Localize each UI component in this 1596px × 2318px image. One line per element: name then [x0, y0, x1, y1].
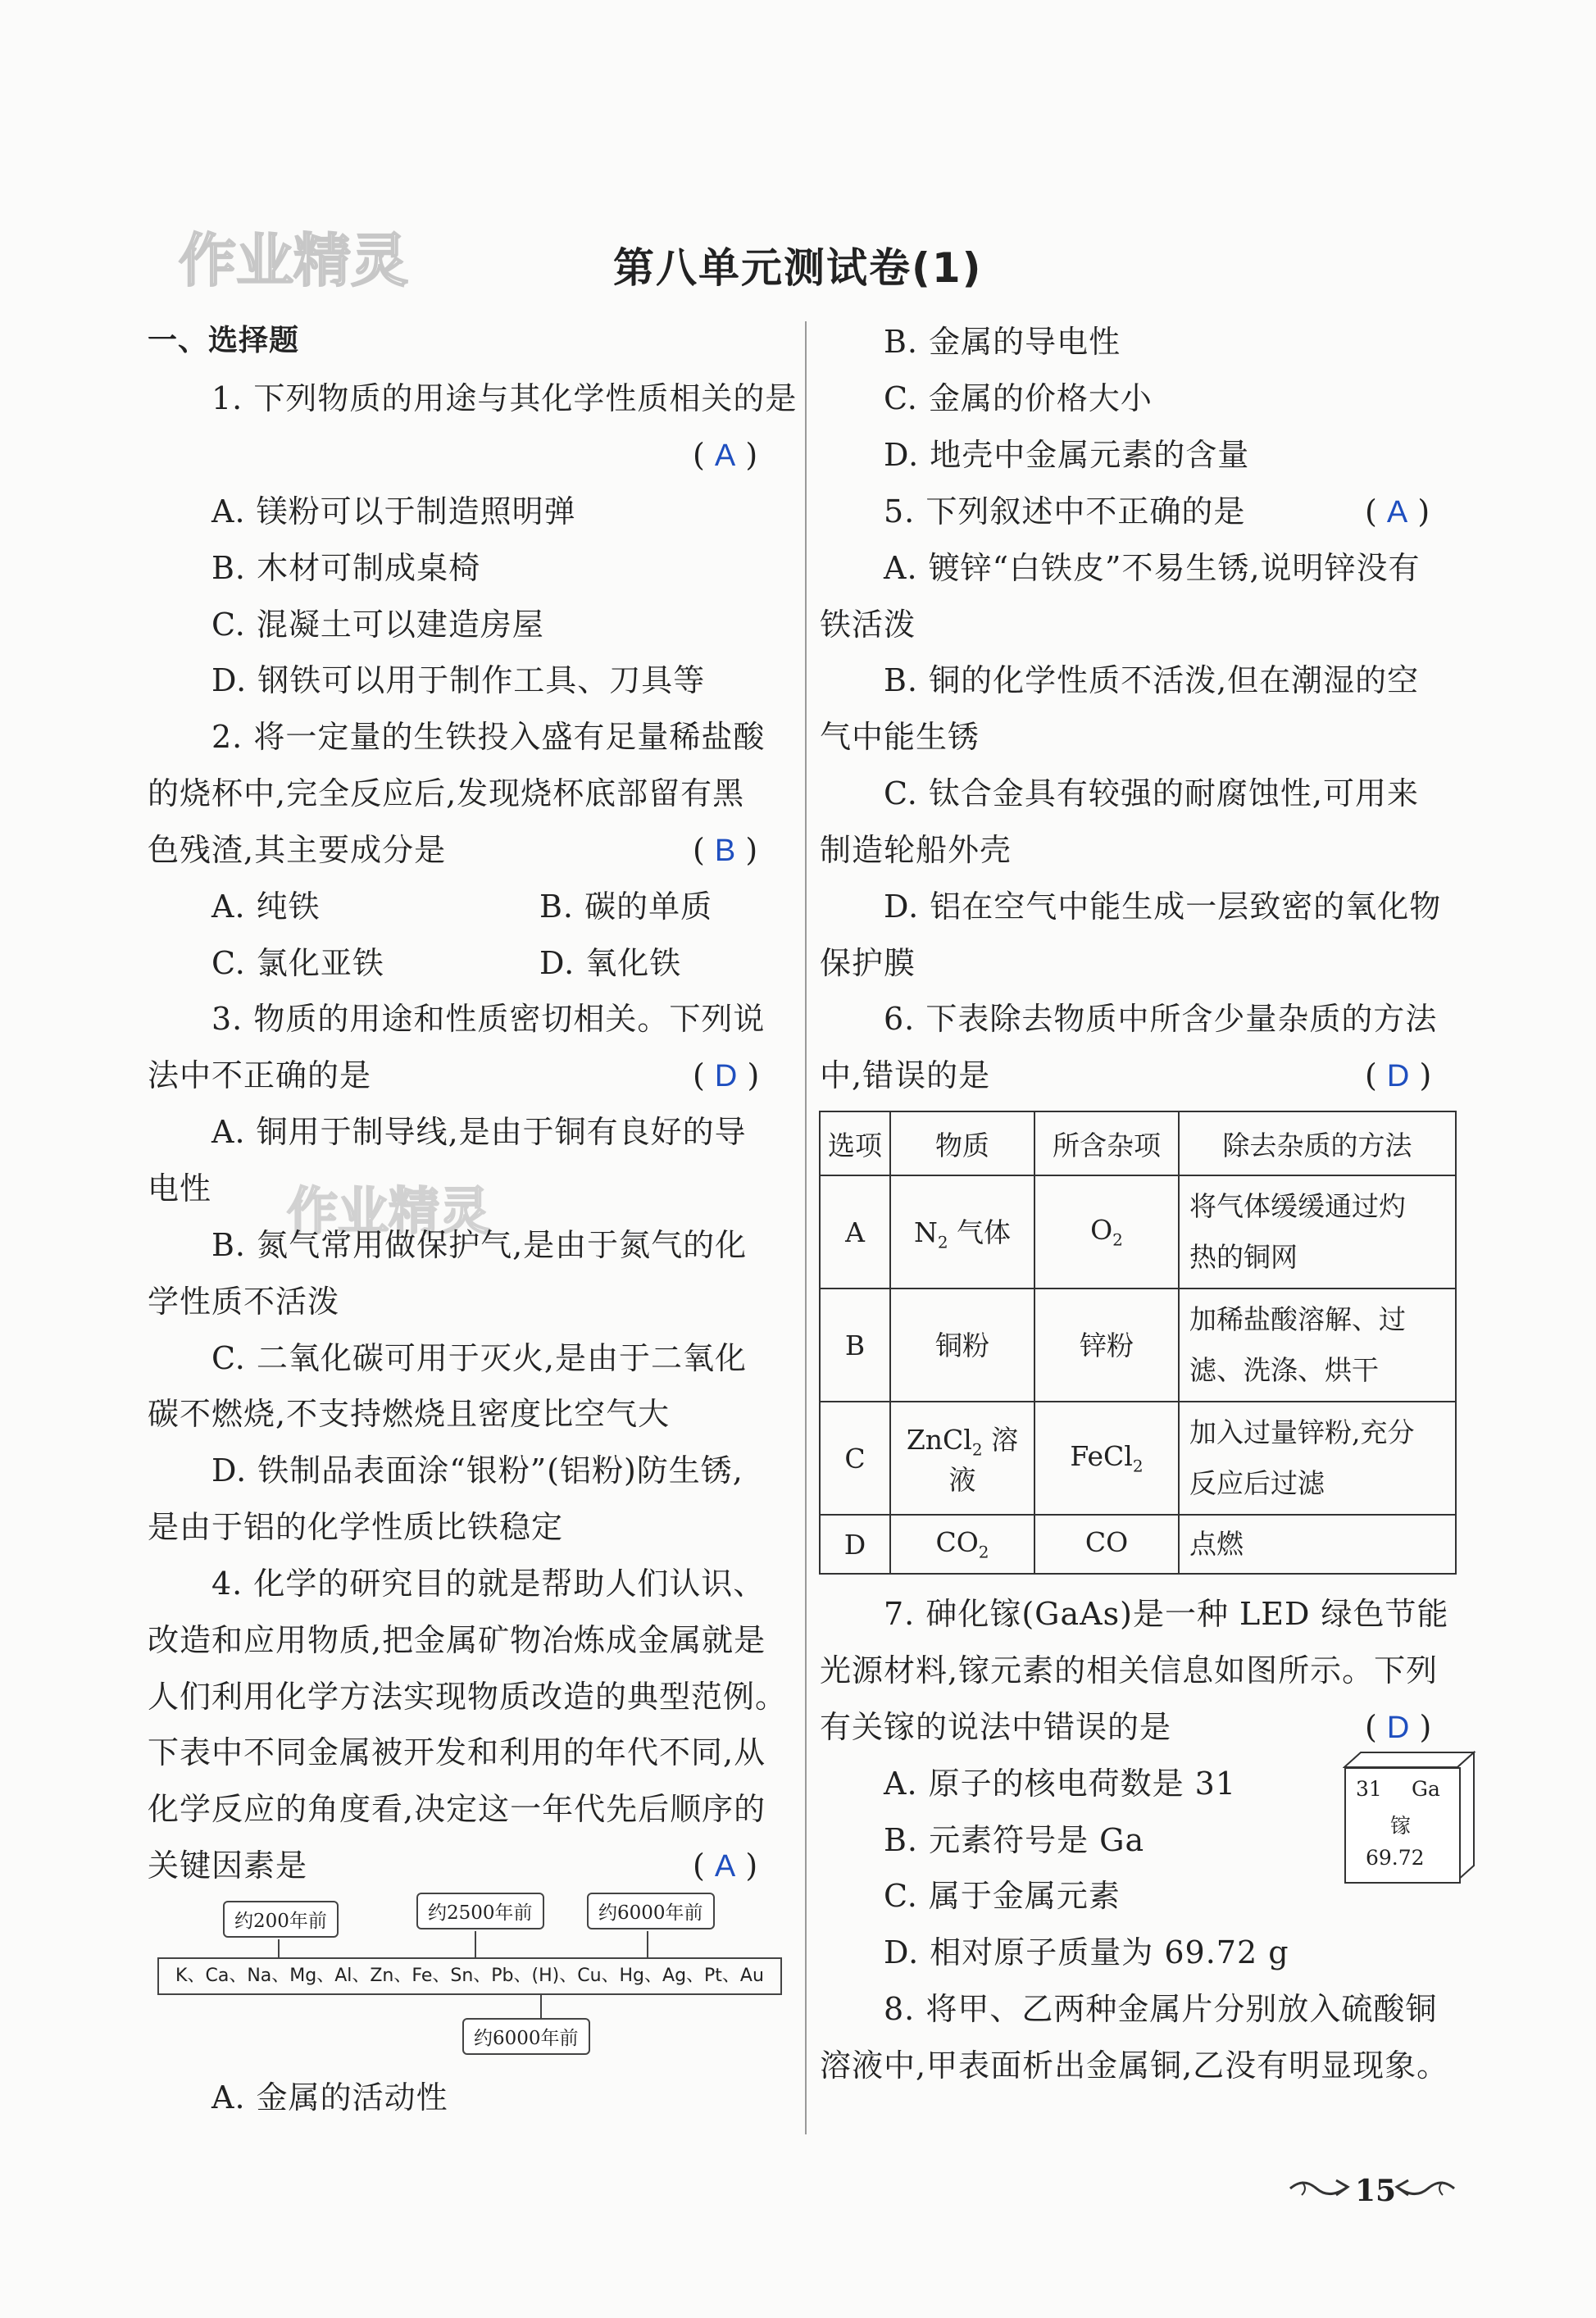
q2-stem: 色残渣,其主要成分是 — [148, 832, 447, 868]
q4-option: C. 金属的价格大小 — [884, 380, 1153, 416]
table-cell: 铜粉 — [890, 1289, 1034, 1402]
q7-stem: 7. 砷化镓(GaAs)是一种 LED 绿色节能 — [884, 1596, 1449, 1632]
q3-option: C. 二氧化碳可用于灭火,是由于二氧化 — [211, 1340, 747, 1376]
table-cell: A — [820, 1175, 890, 1289]
q7-stem: 有关镓的说法中错误的是 — [820, 1709, 1172, 1745]
metal-activity-series: K、Ca、Na、Mg、Al、Zn、Fe、Sn、Pb、(H)、Cu、Hg、Ag、Pt、Au — [157, 1957, 782, 1995]
timeline-bubble: 约6000年前 — [587, 1893, 715, 1929]
q3-answer: ( D ) — [693, 1057, 760, 1093]
q2-option: B. 碳的单质 — [539, 889, 713, 925]
table-header: 所含杂项 — [1034, 1111, 1179, 1175]
q7-option: A. 原子的核电荷数是 31 — [884, 1766, 1237, 1802]
q1-option: C. 混凝土可以建造房屋 — [211, 607, 544, 643]
q2-stem: 的烧杯中,完全反应后,发现烧杯底部留有黑 — [148, 775, 745, 811]
watermark-logo: 作业精灵 — [287, 1181, 491, 1241]
page-ornament-left-icon — [1287, 2172, 1351, 2205]
timeline-bubble: 约2500年前 — [416, 1893, 544, 1929]
q4-option: D. 地壳中金属元素的含量 — [884, 437, 1250, 473]
q3-option: B. 氮气常用做保护气,是由于氮气的化 — [211, 1227, 748, 1263]
q4-stem: 改造和应用物质,把金属矿物冶炼成金属就是 — [148, 1622, 766, 1658]
atomic-number: 31 — [1356, 1777, 1382, 1801]
table-header-row — [820, 1111, 1456, 1175]
q4-stem: 化学反应的角度看,决定这一年代先后顺序的 — [148, 1791, 766, 1827]
q5-option: A. 镀锌“白铁皮”不易生锈,说明锌没有 — [884, 550, 1421, 586]
table-header: 物质 — [890, 1111, 1034, 1175]
table-cell: 将气体缓缓通过灼 热的铜网 — [1179, 1175, 1456, 1289]
q5-option: B. 铜的化学性质不活泼,但在潮湿的空 — [884, 662, 1420, 698]
table-header: 除去杂质的方法 — [1179, 1111, 1456, 1175]
watermark-logo: 作业精灵 — [179, 227, 408, 294]
q2-option: D. 氧化铁 — [539, 945, 682, 981]
q7-option: D. 相对原子质量为 69.72 g — [884, 1934, 1289, 1970]
q1-stem: 1. 下列物质的用途与其化学性质相关的是 — [211, 380, 798, 416]
table-cell: ZnCl$_2$ 溶液 — [890, 1402, 1034, 1515]
table-cell: 加入过量锌粉,充分 反应后过滤 — [1179, 1402, 1456, 1515]
q5-option: 保护膜 — [820, 945, 916, 981]
q3-option: A. 铜用于制导线,是由于铜有良好的导 — [211, 1114, 747, 1150]
q2-option: C. 氯化亚铁 — [211, 945, 384, 981]
page-title: 第八单元测试卷(1) — [613, 244, 983, 292]
impurity-table — [819, 1111, 1457, 1575]
q3-stem: 3. 物质的用途和性质密切相关。下列说 — [211, 1001, 766, 1037]
q3-stem: 法中不正确的是 — [148, 1057, 372, 1093]
q5-answer: ( A ) — [1365, 493, 1430, 530]
gallium-element-card — [1344, 1767, 1461, 1884]
q4-stem: 4. 化学的研究目的就是帮助人们认识、 — [211, 1566, 766, 1602]
q1-option: B. 木材可制成桌椅 — [211, 550, 481, 586]
page-number: 15 — [1355, 2174, 1397, 2208]
q3-option: 学性质不活泼 — [148, 1284, 340, 1320]
q2-stem: 2. 将一定量的生铁投入盛有足量稀盐酸 — [211, 719, 766, 755]
q3-option: 碳不燃烧,不支持燃烧且密度比空气大 — [148, 1396, 671, 1432]
q4-answer: ( A ) — [693, 1848, 758, 1884]
table-cell: FeCl$_2$ — [1034, 1402, 1179, 1515]
q1-answer: ( A ) — [693, 437, 758, 473]
table-row — [820, 1175, 1456, 1289]
atomic-mass: 69.72 — [1366, 1846, 1425, 1870]
q6-stem: 中,错误的是 — [820, 1057, 991, 1093]
element-symbol: Ga — [1412, 1777, 1440, 1801]
q7-stem: 光源材料,镓元素的相关信息如图所示。下列 — [820, 1652, 1439, 1689]
column-divider — [805, 321, 807, 2134]
q8-stem: 溶液中,甲表面析出金属铜,乙没有明显现象。 — [820, 2048, 1449, 2084]
q5-option: C. 钛合金具有较强的耐腐蚀性,可用来 — [884, 775, 1419, 811]
table-cell: C — [820, 1402, 890, 1515]
q7-option: C. 属于金属元素 — [884, 1878, 1121, 1914]
q3-option: 是由于铝的化学性质比铁稳定 — [148, 1509, 564, 1545]
table-cell: 锌粉 — [1034, 1289, 1179, 1402]
q8-stem: 8. 将甲、乙两种金属片分别放入硫酸铜 — [884, 1991, 1438, 2027]
table-row — [820, 1289, 1456, 1402]
q1-option: D. 钢铁可以用于制作工具、刀具等 — [211, 662, 706, 698]
q4-option: A. 金属的活动性 — [211, 2079, 448, 2116]
page-ornament-right-icon — [1394, 2172, 1457, 2205]
q2-answer: ( B ) — [693, 832, 758, 868]
q6-answer: ( D ) — [1365, 1057, 1432, 1093]
q5-option: D. 铝在空气中能生成一层致密的氧化物 — [884, 889, 1442, 925]
table-row — [820, 1402, 1456, 1515]
q4-stem: 人们利用化学方法实现物质改造的典型范例。 — [148, 1679, 788, 1715]
table-cell: $N_2$ 气体 — [890, 1175, 1034, 1289]
element-name: 镓 — [1390, 1814, 1412, 1838]
q6-stem: 6. 下表除去物质中所含少量杂质的方法 — [884, 1001, 1438, 1037]
timeline-bubble: 约200年前 — [223, 1901, 339, 1938]
q5-option: 铁活泼 — [820, 607, 916, 643]
table-header: 选项 — [820, 1111, 890, 1175]
q3-option: D. 铁制品表面涂“银粉”(铝粉)防生锈, — [211, 1452, 743, 1489]
q5-stem: 5. 下列叙述中不正确的是 — [884, 493, 1246, 530]
q4-stem: 关键因素是 — [148, 1848, 308, 1884]
q1-option: A. 镁粉可以于制造照明弹 — [211, 493, 576, 530]
table-cell: 点燃 — [1179, 1515, 1456, 1574]
table-cell: $O_2$ — [1034, 1175, 1179, 1289]
table-row — [820, 1515, 1456, 1574]
table-cell: B — [820, 1289, 890, 1402]
q2-option: A. 纯铁 — [211, 889, 321, 925]
table-cell: CO — [1034, 1515, 1179, 1574]
q4-option: B. 金属的导电性 — [884, 324, 1121, 360]
timeline-bubble: 约6000年前 — [462, 2018, 590, 2055]
q5-option: 气中能生锈 — [820, 719, 980, 755]
section-heading: 一、选择题 — [148, 324, 300, 357]
q5-option: 制造轮船外壳 — [820, 832, 1012, 868]
q7-answer: ( D ) — [1365, 1709, 1432, 1745]
q3-option: 电性 — [148, 1170, 212, 1207]
table-cell: 加稀盐酸溶解、过 滤、洗涤、烘干 — [1179, 1289, 1456, 1402]
q4-stem: 下表中不同金属被开发和利用的年代不同,从 — [148, 1734, 766, 1770]
table-cell: D — [820, 1515, 890, 1574]
q7-option: B. 元素符号是 Ga — [884, 1822, 1145, 1858]
table-cell: $CO_2$ — [890, 1515, 1034, 1574]
